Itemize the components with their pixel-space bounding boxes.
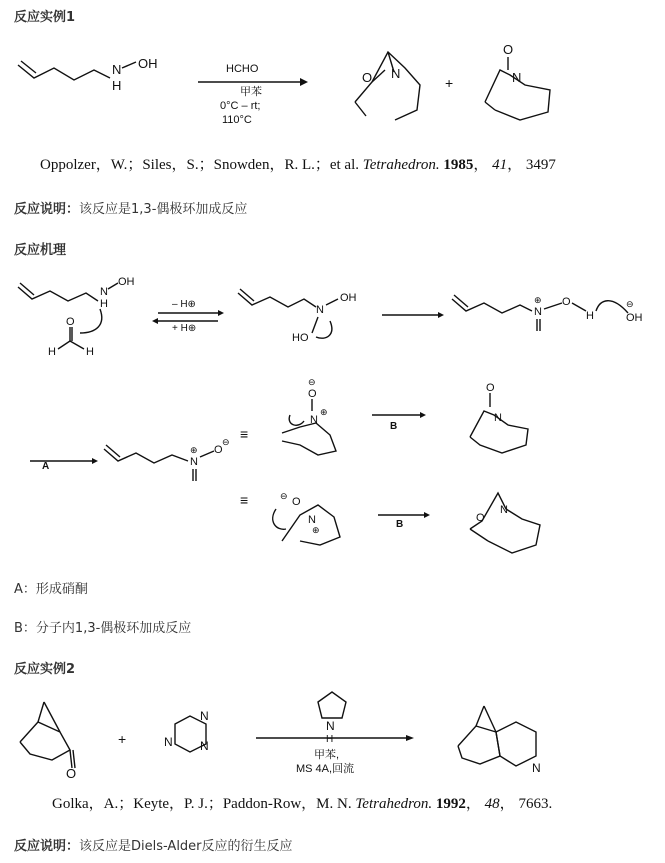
plus-sign-2: + [118,731,127,747]
mechanism-scheme [0,265,665,565]
svg-text:A: A [42,461,50,472]
svg-text:B: B [396,519,404,530]
svg-text:O: O [486,382,495,394]
svg-text:N: N [316,304,324,316]
svg-text:N: N [308,514,316,526]
mechanism-title: 反应机理 [14,243,67,258]
svg-text:H: H [48,346,56,358]
svg-text:N: N [512,70,522,85]
conditions-2: MS 4A,回流 [296,763,355,775]
svg-text:H: H [86,346,94,358]
svg-text:N: N [532,761,541,775]
svg-text:– H⊕: – H⊕ [172,299,196,310]
svg-text:OH: OH [340,292,357,304]
mech-iminium [452,295,643,331]
svg-text:N: N [164,735,173,749]
svg-text:⊖: ⊖ [626,299,634,309]
step-a-note: A：形成硝酮 [14,582,88,597]
plus-sign-1: + [445,75,454,91]
mech-reactants [18,276,135,358]
svg-text:HO: HO [292,332,309,344]
svg-text:N: N [200,709,209,723]
solvent-toluene: 甲苯 [240,86,262,98]
svg-text:N: N [200,739,209,753]
mech-product-bottom [470,493,540,553]
example1-note: 反应说明：该反应是1,3-偶极环加成反应 [14,202,248,217]
svg-text:N: N [190,456,198,468]
svg-text:⊖: ⊖ [222,437,230,447]
svg-text:N: N [534,306,542,318]
svg-text:⊕: ⊕ [190,445,198,455]
mech-product-top [470,382,528,453]
svg-text:⊖: ⊖ [308,377,316,387]
svg-text:N: N [494,412,502,424]
svg-text:N: N [500,504,508,516]
svg-text:H: H [586,310,594,322]
reaction2-scheme [0,680,665,790]
example2-title: 反应实例2 [14,662,76,677]
svg-text:O: O [476,512,485,524]
mech-equilibrium [152,299,224,334]
svg-text:B: B [390,421,398,432]
svg-text:O: O [66,766,77,781]
svg-text:≡: ≡ [240,492,249,508]
svg-text:O: O [292,496,301,508]
svg-text:⊕: ⊕ [312,525,320,535]
svg-text:≡: ≡ [240,426,249,442]
product-isoxazolidine-2 [485,42,550,120]
svg-text:H: H [100,298,108,310]
svg-text:OH: OH [118,276,135,288]
svg-text:N: N [391,66,401,81]
catalyst-pyrrolidine [318,692,346,745]
svg-text:O: O [308,388,317,400]
svg-text:⊖: ⊖ [280,491,288,501]
svg-text:+ H⊕: + H⊕ [172,323,197,334]
atom-H: H [112,78,122,93]
svg-text:OH: OH [626,312,643,324]
product-fused-pyridine [458,706,541,775]
svg-text:O: O [503,42,514,57]
svg-text:N: N [310,414,318,426]
svg-text:N: N [326,719,335,733]
svg-text:⊕: ⊕ [320,407,328,417]
svg-text:⊕: ⊕ [534,295,542,305]
temp-1: 0°C – rt; [220,100,261,112]
example2-note: 反应说明：该反应是Diels-Alder反应的衍生反应 [14,839,293,854]
solvent-2: 甲苯, [314,749,340,761]
atom-OH: OH [138,56,158,71]
temp-2: 110°C [222,114,252,126]
svg-text:O: O [362,70,373,85]
mech-nitrone [30,437,230,481]
svg-text:O: O [214,444,223,456]
reference-1: Oppolzer，W.；Siles，S.；Snowden，R. L.；et al. Tetrahedron. 1985， 41， 3497 [40,157,556,173]
example1-title: 反应实例1 [14,10,76,25]
reference-2: Golka，A.；Keyte，P. J.；Paddon-Row，M. N. Tetrahedron. 1992， 48， 7663. [52,796,553,812]
svg-text:O: O [66,316,75,328]
reagent-hcho: HCHO [226,63,259,75]
reaction1-arrow [198,63,308,126]
reactant-norbornanone [20,702,76,781]
product-isoxazolidine-1 [355,52,420,120]
svg-text:O: O [562,296,571,308]
mech-carbinolamine [238,289,357,344]
atom-N: N [112,62,122,77]
reactant-hydroxylamine [18,56,158,93]
mech-transition-bottom [273,491,340,545]
svg-text:N: N [100,286,108,298]
reactant-triazine [164,709,209,753]
step-b-note: B：分子内1,3-偶极环加成反应 [14,621,192,636]
mech-transition-top [282,377,336,455]
svg-text:H: H [326,734,334,745]
